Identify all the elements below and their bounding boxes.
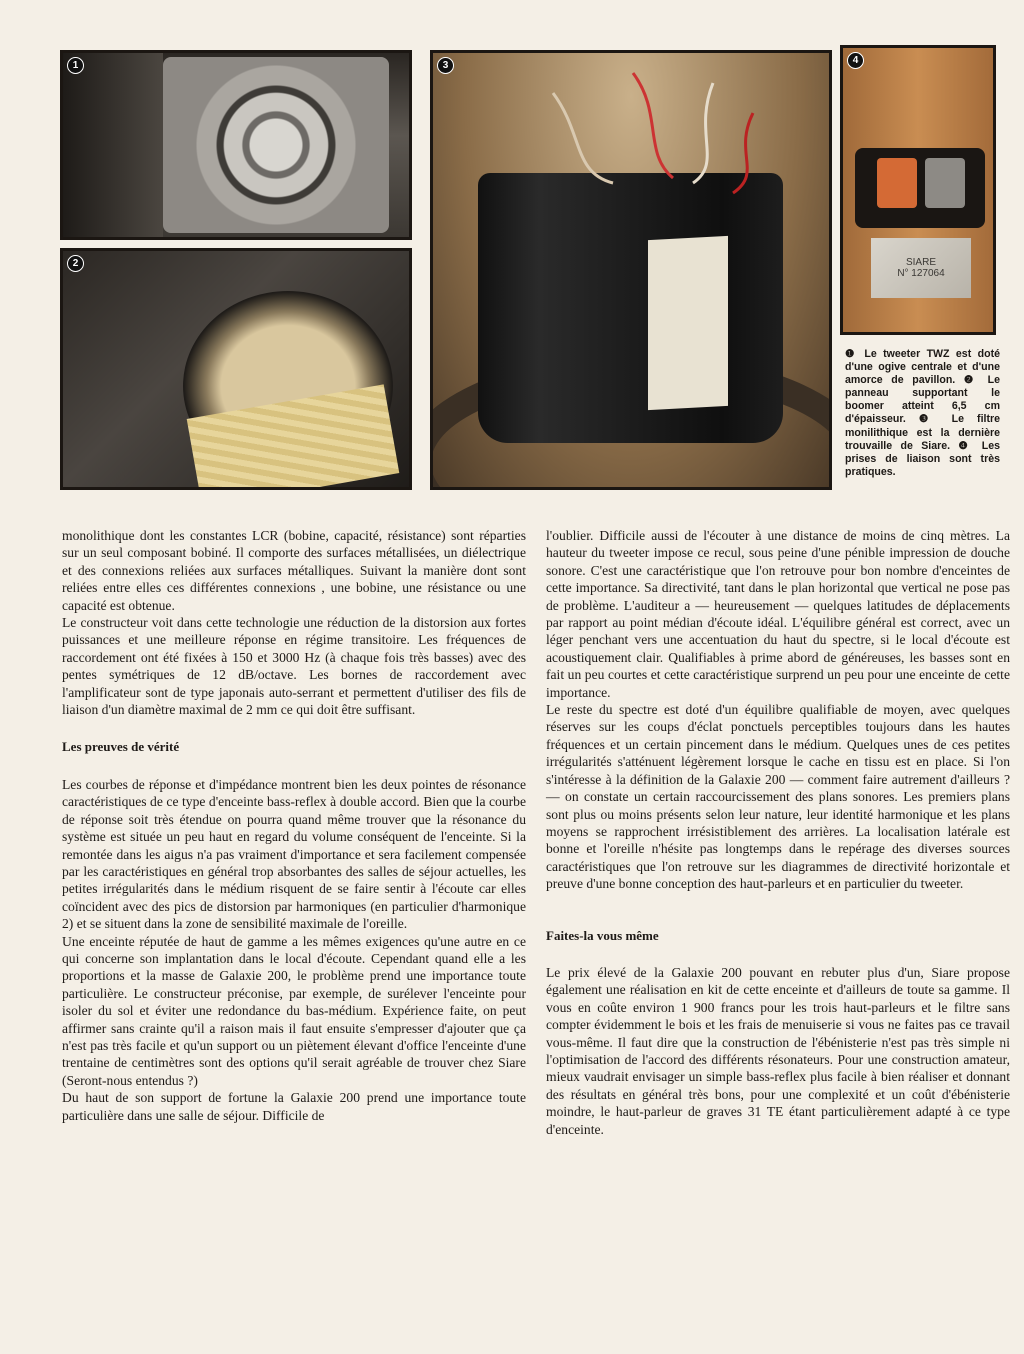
paragraph: Le constructeur voit dans cette technologie une réduction de la distorsion aux fortes puissances et une meilleure réponse en régime transitoire. Les fréquences de raccordement ont été fixées à 150 et 3000 Hz (à chaque fois très basses) avec des pentes symétriques de 12 dB/octave. Les bornes de raccordement avec l'amplificateur sont de type japonais auto-serrant et permettent d'utiliser des fils de liaison d'un diamètre maximal de 2 mm ce qui doit être suffisant. xyxy=(62,615,526,718)
terminal-block xyxy=(855,148,985,228)
photo-number-badge: 2 xyxy=(67,255,84,272)
photo-number-badge: 3 xyxy=(437,57,454,74)
photo-tweeter xyxy=(60,50,412,240)
photo-number-badge: 4 xyxy=(847,52,864,69)
black-terminal xyxy=(925,158,965,208)
photo-filter xyxy=(430,50,832,490)
photo-bezel xyxy=(63,53,163,237)
photo-cabinet xyxy=(60,248,412,490)
paragraph: monolithique dont les constantes LCR (bobine, capacité, résistance) sont réparties sur un seul composant bobiné. Il comporte des surfaces métallisées, un diélectrique et des connexions reliées aux surfaces métalliques. Suivant la manière dont sont reliées entre elles ces différentes connexions , une bobine, une résistance ou une capacité est obtenue. xyxy=(62,528,526,613)
paragraph: l'oublier. Difficile aussi de l'écouter à une distance de moins de cinq mètres. La hauteur du tweeter impose ce recul, sous peine d'une pénible impression de douche sonore. C'est une caractéristique que l'on retrouve pour bon nombre d'enceintes de cette importance. Sa directivité, tant dans le plan horizontal que vertical ne pose pas de problème. L'auditeur a — heureusement — quelques latitudes de déplacements par rapport au point médian d'écoute idéal. L'équilibre général est correct, avec un léger penchant vers une accentuation du haut du spectre, si le local d'écoute est acoustiquement clair. Qualifiables à prime abord de généreuses, les basses sont en fait un peu courtes et cette caractéristique surprend un peu pour une enceinte de cette importance. xyxy=(546,528,1010,700)
photo-caption: ❶ Le tweeter TWZ est doté d'une ogive centrale et d'une amorce de pavillon. ❷ Le panneau supportant le boomer atteint 6,5 cm d'épaisseur. ❸ Le filtre monilithique est la dernière trouvaille de Siare. ❹ Les prises de liaison sont très pratiques. xyxy=(845,348,1000,478)
section-heading: Faites-la vous même xyxy=(546,927,659,943)
section-heading: Les preuves de vérité xyxy=(62,739,180,755)
paragraph: Les courbes de réponse et d'impédance montrent bien les deux pointes de résonance caractéristiques de ce type d'enceinte bass-reflex à double accord. Bien que la courbe de réponse soit très étendue on pourra quand même trouver que la résonance du système est située un peu haut en regard du volume conséquent de l'enceinte. Si la remontée dans les aigus n'a pas vraiment d'importance et sera facilement compensée par les caractéristiques en général trop absorbantes des salles de séjour actuelles, les petites irrégularités dans le médium risquent de se faire sentir à l'écoute car elles coïncident avec des pics de distorsion par harmoniques (en particulier d'harmonique 2) et se situent dans la zone de sensibilité maximale de l'oreille. xyxy=(62,776,526,932)
paragraph: Une enceinte réputée de haut de gamme a les mêmes exigences qu'une autre en ce qui concerne son implantation dans le local d'écoute. Cependant quand elle a les proportions et la masse de Galaxie 200, le problème prend une importance toute particulière. Le constructeur préconise, par exemple, de surélever l'enceinte pour isoler du sol et éviter une redondance du bas-médium. Expérience faite, on peut affirmer sans crainte qu'il a raison mais il faut ensuite s'empresser d'ajouter que ça n'est pas très facile et qu'un support ou un piètement élevant d'office l'enceinte d'une trentaine de centimètres sont des options qu'il serait agréable de trouver chez Siare (Seront-nous entendus ?) xyxy=(62,933,526,1088)
tweeter-dome xyxy=(163,57,389,233)
paragraph: Du haut de son support de fortune la Galaxie 200 prend une importance toute particulière dans une salle de séjour. Difficile de xyxy=(62,1090,526,1123)
brand-plaque xyxy=(871,238,971,298)
paragraph: Le prix élevé de la Galaxie 200 pouvant en rebuter plus d'un, Siare propose également une réalisation en kit de cette enceinte et d'ailleurs de toute sa gamme. Il vous en coûte environ 1 900 francs pour les trois haut-parleurs et le filtre sans compter évidemment le bois et les frais de menuiserie si vous ne faites pas ce travail vous-même. Il faut dire que la construction de l'ébénisterie n'est pas très simple ni l'optimisation de l'accord des différents résonateurs. Pour une construction amateur, mieux vaudrait envisager un simple bass-reflex plus facile à bien réaliser et donnant des résultats en général très bons, pour une complexité et un coût d'ébénisterie moindre, le haut-parleur de graves 31 TE étant particulièrement adapté à ce type d'enceinte. xyxy=(546,964,1010,1137)
wires-drawing xyxy=(433,53,832,490)
photo-number-badge: 1 xyxy=(67,57,84,74)
right-column xyxy=(546,527,1010,1138)
plaque-brand: SIARE xyxy=(905,257,936,268)
red-terminal xyxy=(877,158,917,208)
paragraph: Le reste du spectre est doté d'un équilibre qualifiable de moyen, avec quelques réserves sur les coups d'éclat ponctuels perceptibles toujours dans les hautes fréquences et un certain pincement dans le médium. Quelques unes de ces petites irrégularités s'atténuent légèrement lorsque le cache en tissu est en place. Si l'on s'intéresse à la définition de la Galaxie 200 — comment faire autrement d'ailleurs ? — on constate un certain raccourcissement des plans sonores. Les premiers plans sont plus ou moins présents selon leur nature, leur identité harmonique et les plans moyens se rapprochent irrésistiblement des arrières. La localisation latérale est bonne et l'oreille n'hésite pas longtemps dans le repérage des diverses sources caractéristiques que l'on retrouve sur les diagrammes de directivité horizontale et preuve d'une bonne conception des haut-parleurs et en particulier du tweeter. xyxy=(546,702,1010,892)
photo-terminals xyxy=(840,45,996,335)
left-column xyxy=(62,527,526,1124)
plaque-serial: N° 127064 xyxy=(897,268,945,279)
